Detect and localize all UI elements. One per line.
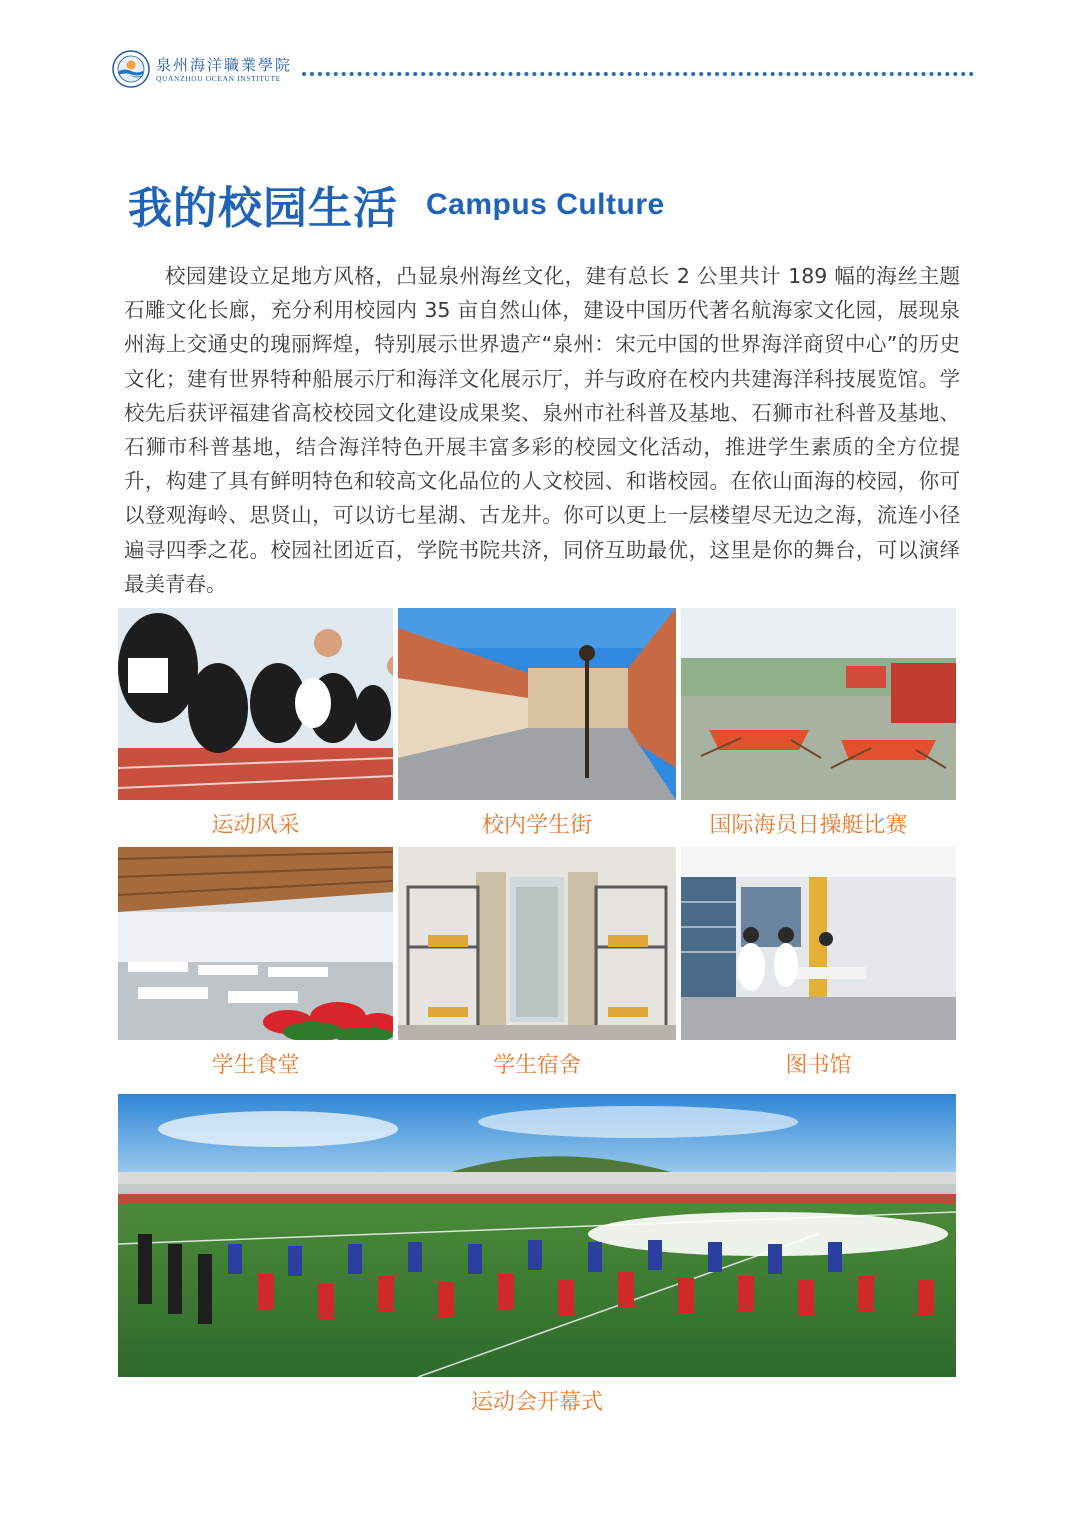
photo-canteen — [118, 847, 393, 1040]
caption-rowing: 国际海员日操艇比赛 — [709, 813, 908, 838]
page-title-cn: 我的校园生活 — [128, 183, 398, 234]
school-emblem-icon — [112, 50, 150, 88]
photo-dorm — [398, 847, 676, 1040]
photo-rowing — [681, 608, 956, 800]
caption-dorm: 学生宿舍 — [492, 1053, 581, 1078]
page-header — [112, 50, 982, 90]
caption-canteen: 学生食堂 — [211, 1053, 300, 1078]
caption-library: 图书馆 — [785, 1053, 852, 1078]
caption-street: 校内学生街 — [481, 813, 592, 838]
photo-library — [681, 847, 956, 1040]
header-dotted-rule — [302, 72, 974, 76]
caption-opening-ceremony: 运动会开幕式 — [470, 1390, 603, 1415]
page-title-en: Campus Culture — [426, 188, 665, 221]
photo-sports — [118, 608, 393, 800]
brand-name-cn: 泉州海洋職業學院 — [156, 56, 293, 74]
intro-paragraph: 校园建设立足地方风格，凸显泉州海丝文化，建有总长 2 公里共计 189 幅的海丝主题石雕文化长廊，充分利用校园内 35 亩自然山体，建设中国历代著名航海家文化园，展现泉州海上交通史的瑰丽辉煌，特别展示世界遗产“泉州：宋元中国的世界海洋商贸中心”的历史文化；建有世界特种船展示厅和海洋文化展示厅，并与政府在校内共建海洋科技展览馆。学校先后获评福建省高校校园文化建设成果奖、泉州市社科普及基地、石狮市社科普及基地、石狮市科普基地，结合海洋特色开展丰富多彩的校园文化活动，推进学生素质的全方位提升，构建了具有鲜明特色和较高文化品位的人文校园、和谐校园。在依山面海的校园，你可以登观海岭、思贤山，可以访七星湖、古龙井。你可以更上一层楼望尽无边之海，流连小径遍寻四季之花。校园社团近百，学院书院共济，同侪互助最优，这里是你的舞台，可以演绎最美青春。 — [124, 264, 960, 596]
photo-street — [398, 608, 676, 800]
brand-name-en: QUANZHOU OCEAN INSTITUTE — [156, 74, 281, 83]
caption-sports: 运动风采 — [211, 813, 300, 838]
photo-opening-ceremony — [118, 1094, 956, 1377]
